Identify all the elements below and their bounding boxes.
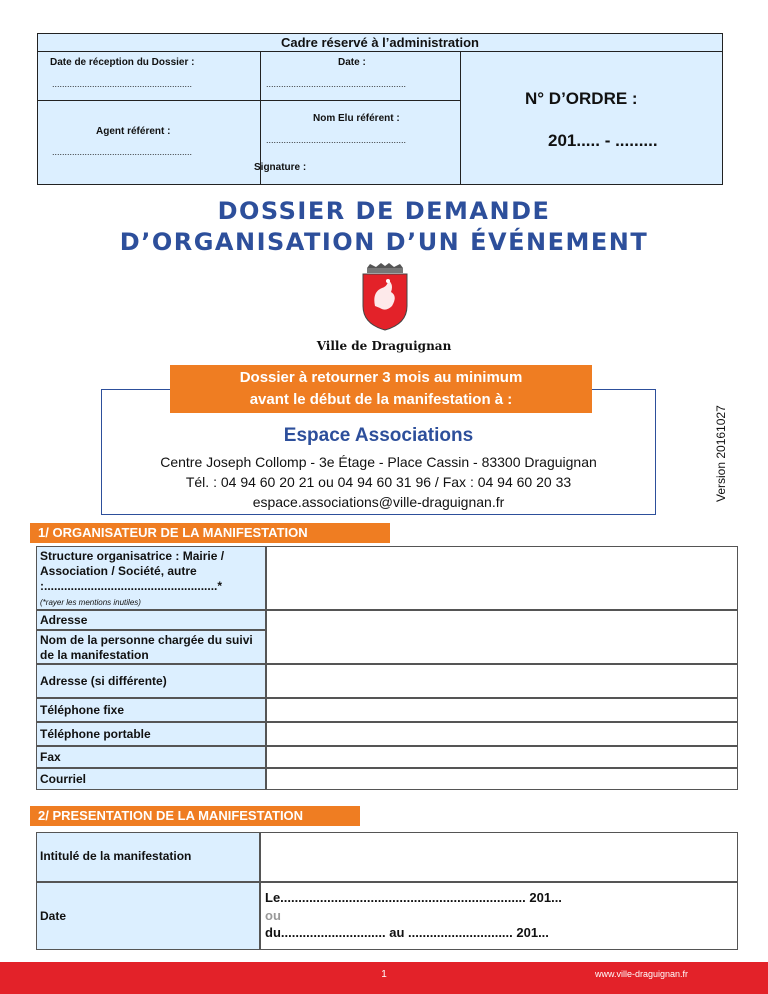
divider bbox=[460, 51, 461, 185]
tel-fixe-field[interactable] bbox=[266, 698, 738, 722]
structure-note: (*rayer les mentions inutiles) bbox=[40, 598, 141, 607]
date-ou: ou bbox=[265, 908, 281, 923]
org-address: Centre Joseph Collomp - 3e Étage - Place Cassin - 83300 Draguignan bbox=[160, 454, 597, 470]
version-label: Version 20161027 bbox=[714, 405, 728, 502]
structure-field[interactable] bbox=[266, 546, 738, 610]
adresse-field[interactable] bbox=[266, 610, 738, 664]
return-banner bbox=[170, 365, 592, 413]
reception-field[interactable]: ........................................................ bbox=[52, 79, 193, 89]
ordre-value: 201..... - ......... bbox=[548, 131, 658, 150]
courriel-field[interactable] bbox=[266, 768, 738, 790]
contact-label: Nom de la personne chargée du suivi de la manifestation bbox=[36, 630, 266, 664]
courriel-label: Courriel bbox=[36, 768, 266, 790]
org-email[interactable]: espace.associations@ville-draguignan.fr bbox=[252, 494, 505, 510]
fax-label: Fax bbox=[36, 746, 266, 768]
signature-label: Signature : bbox=[254, 162, 307, 173]
page-title-line1: DOSSIER DE DEMANDE bbox=[217, 197, 551, 225]
date-row-field[interactable] bbox=[260, 882, 738, 950]
admin-frame bbox=[37, 33, 723, 185]
page-title-line2: D’ORGANISATION D’UN ÉVÉNEMENT bbox=[119, 228, 649, 256]
structure-label bbox=[36, 546, 266, 610]
elu-field[interactable]: ........................................................ bbox=[266, 135, 407, 145]
agent-field[interactable]: ........................................................ bbox=[52, 147, 193, 157]
reception-label: Date de réception du Dossier : bbox=[50, 57, 195, 68]
return-line2: avant le début de la manifestation à : bbox=[249, 391, 513, 408]
section2-title: 2/ PRESENTATION DE LA MANIFESTATION bbox=[30, 806, 360, 826]
adresse2-field[interactable] bbox=[266, 664, 738, 698]
tel-portable-label: Téléphone portable bbox=[36, 722, 266, 746]
date-du[interactable]: du............................. au ............................. 201... bbox=[265, 925, 549, 940]
divider bbox=[260, 100, 460, 101]
intitule-field[interactable] bbox=[260, 832, 738, 882]
city-name: Ville de Draguignan bbox=[316, 339, 452, 353]
date-field[interactable]: ........................................................ bbox=[266, 79, 407, 89]
admin-title: Cadre réservé à l’administration bbox=[38, 34, 722, 52]
return-line1: Dossier à retourner 3 mois au minimum bbox=[239, 369, 523, 386]
website-link[interactable]: www.ville-draguignan.fr bbox=[595, 969, 689, 979]
fax-field[interactable] bbox=[266, 746, 738, 768]
date-row-label: Date bbox=[36, 882, 260, 950]
agent-label: Agent référent : bbox=[96, 126, 171, 137]
divider bbox=[38, 100, 260, 101]
city-crest-logo bbox=[358, 262, 412, 332]
tel-fixe-label: Téléphone fixe bbox=[36, 698, 266, 722]
date-label: Date : bbox=[338, 57, 366, 68]
org-phone: Tél. : 04 94 60 20 21 ou 04 94 60 31 96 / Fax : 04 94 60 20 33 bbox=[185, 474, 572, 490]
adresse-label: Adresse bbox=[36, 610, 266, 630]
elu-label: Nom Elu référent : bbox=[313, 113, 400, 124]
page-number: 1 bbox=[381, 969, 387, 980]
date-le[interactable]: Le.................................................................... 201... bbox=[265, 890, 562, 905]
tel-portable-field[interactable] bbox=[266, 722, 738, 746]
structure-label-text: Structure organisatrice : Mairie / Association / Société, autre :....................................................* bbox=[40, 549, 225, 593]
section1-title: 1/ ORGANISATEUR DE LA MANIFESTATION bbox=[30, 523, 390, 543]
adresse2-label: Adresse (si différente) bbox=[36, 664, 266, 698]
org-name: Espace Associations bbox=[283, 425, 474, 446]
ordre-label: N° D’ORDRE : bbox=[525, 89, 638, 108]
intitule-label: Intitulé de la manifestation bbox=[36, 832, 260, 882]
